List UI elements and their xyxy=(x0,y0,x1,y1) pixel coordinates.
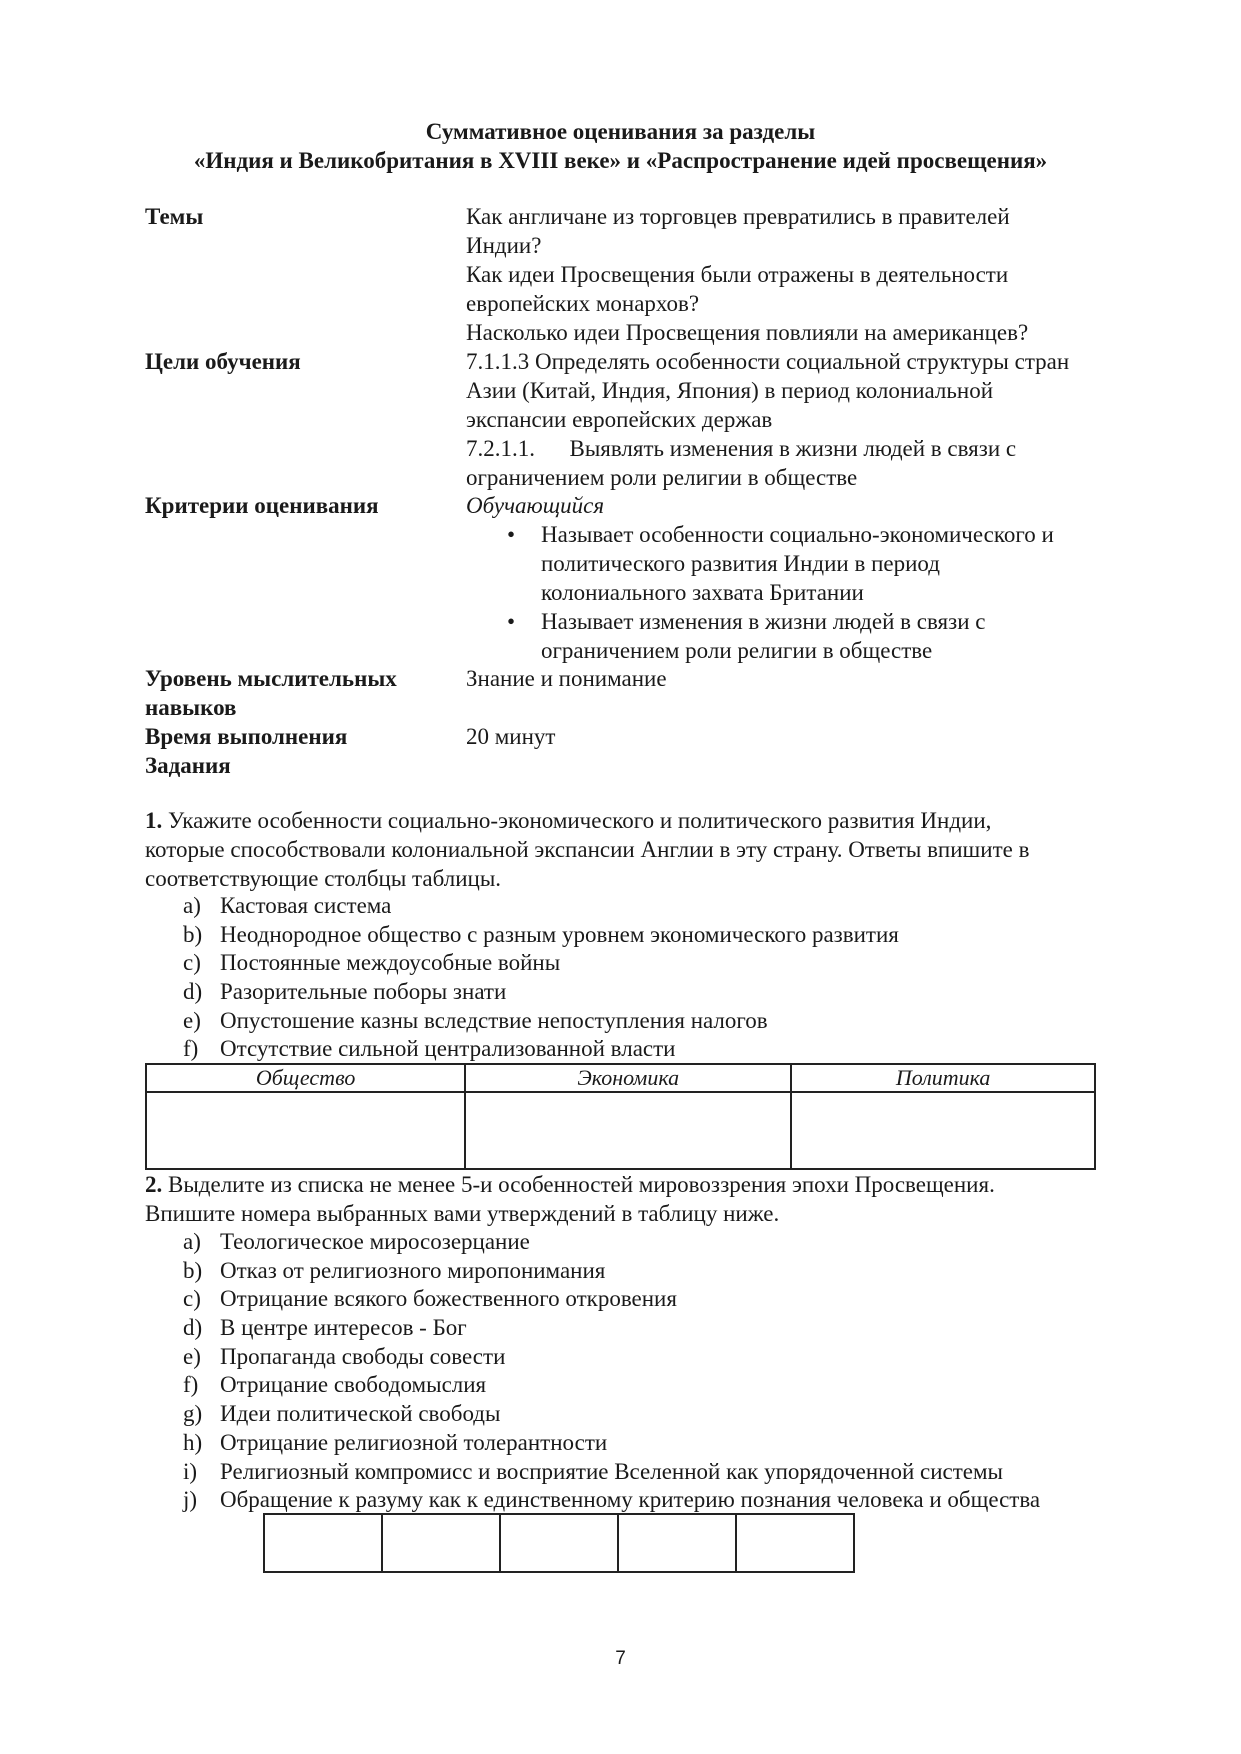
question-1-text: которые способствовали колониальной экспансии Англии в эту страну. Ответы впишите в xyxy=(145,837,1030,862)
answer-cell[interactable] xyxy=(146,1092,465,1169)
criteria-bullet-line: политического развития Индии в период xyxy=(541,551,940,576)
document-title-line2: «Индия и Великобритания в XVIII веке» и «Распространение идей просвещения» xyxy=(193,148,1048,173)
answer-cell[interactable] xyxy=(791,1092,1095,1169)
option-letter: b) xyxy=(183,1257,203,1283)
criteria-bullet-line: колониального захвата Британии xyxy=(541,580,864,605)
answer-table-1 xyxy=(145,1063,1096,1170)
option-letter: g) xyxy=(183,1401,203,1427)
question-2-options xyxy=(145,1228,1145,1515)
criteria-subject: Обучающийся xyxy=(466,493,605,518)
question-2-text: Впишите номера выбранных вами утверждений в таблицу ниже. xyxy=(145,1201,780,1226)
topics-line: Как идеи Просвещения были отражены в деятельности xyxy=(466,262,1009,287)
criteria-bullet-line: Называет особенности социально-экономического и xyxy=(541,522,1054,547)
question-2-text: Выделите из списка не менее 5-и особенностей мировоззрения эпохи Просвещения. xyxy=(162,1172,995,1197)
answer-cell[interactable] xyxy=(736,1514,854,1572)
option-letter: a) xyxy=(183,1229,201,1254)
column-header-politics: Политика xyxy=(791,1064,1095,1092)
option-text: Обращение к разуму как к единственному критерию познания человека и общества xyxy=(220,1487,1041,1513)
goals-label: Цели обучения xyxy=(145,349,301,374)
criteria-value xyxy=(466,491,1126,665)
goals-line: экспансии европейских держав xyxy=(466,407,773,432)
table-row xyxy=(146,1092,1095,1169)
option-letter: f) xyxy=(183,1372,199,1398)
goals-line: ограничением роли религии в обществе xyxy=(466,465,858,490)
page-number: 7 xyxy=(615,1648,626,1669)
goals-line: Азии (Китай, Индия, Япония) в период колониальной xyxy=(466,378,994,403)
list-item xyxy=(145,1458,1145,1487)
level-value: Знание и понимание xyxy=(466,666,667,691)
criteria-bullet-list xyxy=(466,520,1126,665)
option-text: Отказ от религиозного миропонимания xyxy=(220,1257,606,1283)
answer-cell[interactable] xyxy=(500,1514,618,1572)
option-text: Пропаганда свободы совести xyxy=(220,1343,506,1369)
option-letter: c) xyxy=(183,950,201,976)
option-letter: e) xyxy=(183,1007,201,1033)
goals-line: 7.2.1.1. Выявлять изменения в жизни людей в связи с xyxy=(466,436,1017,461)
question-1-options xyxy=(145,892,1145,1064)
bullet-icon: • xyxy=(507,522,516,547)
option-letter: e) xyxy=(183,1343,201,1369)
option-text: Неоднородное общество с разным уровнем экономического развития xyxy=(220,921,899,947)
topics-label: Темы xyxy=(145,204,204,229)
topics-line: европейских монархов? xyxy=(466,291,700,316)
list-item xyxy=(145,921,1145,950)
bullet-icon: • xyxy=(507,609,516,634)
answer-cell[interactable] xyxy=(618,1514,736,1572)
option-letter: f) xyxy=(183,1036,199,1062)
question-2 xyxy=(145,1170,1125,1228)
list-item xyxy=(145,1343,1145,1372)
level-label-line: навыков xyxy=(145,695,237,720)
document-title-line1: Суммативное оценивания за разделы xyxy=(425,119,816,144)
time-label xyxy=(145,722,455,780)
option-text: Кастовая система xyxy=(220,893,392,918)
option-letter: h) xyxy=(183,1429,203,1455)
answer-cell[interactable] xyxy=(465,1092,791,1169)
option-text: В центре интересов - Бог xyxy=(220,1315,467,1341)
criteria-bullet xyxy=(466,520,1126,607)
option-text: Отрицание религиозной толерантности xyxy=(220,1429,608,1455)
list-item xyxy=(145,892,1145,921)
level-label xyxy=(145,664,455,722)
time-label-line: Время выполнения xyxy=(145,724,348,749)
level-label-line: Уровень мыслительных xyxy=(145,666,397,691)
option-text: Отсутствие сильной централизованной власти xyxy=(220,1036,676,1062)
list-item xyxy=(145,1257,1145,1286)
table-header-row xyxy=(146,1064,1095,1092)
option-text: Теологическое миросозерцание xyxy=(220,1229,530,1254)
list-item xyxy=(145,1400,1145,1429)
list-item xyxy=(145,1035,1145,1064)
option-text: Отрицание всякого божественного откровения xyxy=(220,1286,677,1312)
list-item xyxy=(145,1314,1145,1343)
goals-value xyxy=(466,347,1126,492)
list-item xyxy=(145,978,1145,1007)
time-value: 20 минут xyxy=(466,724,556,749)
option-text: Отрицание свободомыслия xyxy=(220,1372,487,1398)
option-letter: d) xyxy=(183,979,203,1005)
option-text: Разорительные поборы знати xyxy=(220,979,507,1005)
table-row xyxy=(264,1514,854,1572)
option-text: Идеи политической свободы xyxy=(220,1401,501,1427)
list-item xyxy=(145,1285,1145,1314)
answer-cell[interactable] xyxy=(264,1514,382,1572)
question-1-number: 1. xyxy=(145,808,163,833)
option-letter: c) xyxy=(183,1286,201,1312)
question-1-text: соответствующие столбцы таблицы. xyxy=(145,866,502,891)
list-item xyxy=(145,949,1145,978)
option-letter: a) xyxy=(183,893,201,918)
list-item xyxy=(145,1486,1145,1515)
list-item xyxy=(145,1429,1145,1458)
option-text: Опустошение казны вследствие непоступления налогов xyxy=(220,1007,768,1033)
criteria-bullet-line: ограничением роли религии в обществе xyxy=(541,638,933,663)
topics-value xyxy=(466,202,1126,347)
goals-line: 7.1.1.3 Определять особенности социальной структуры стран xyxy=(466,349,1070,374)
answer-cell[interactable] xyxy=(382,1514,500,1572)
option-letter: d) xyxy=(183,1315,203,1341)
time-label-line: Задания xyxy=(145,753,231,778)
column-header-society: Общество xyxy=(146,1064,465,1092)
topics-line: Индии? xyxy=(466,233,542,258)
option-letter: j) xyxy=(183,1487,198,1513)
option-letter: i) xyxy=(183,1458,198,1484)
criteria-bullet-line: Называет изменения в жизни людей в связи с xyxy=(541,609,986,634)
question-1 xyxy=(145,806,1125,893)
question-2-number: 2. xyxy=(145,1172,163,1197)
answer-table-2 xyxy=(263,1513,855,1573)
list-item xyxy=(145,1228,1145,1257)
list-item xyxy=(145,1371,1145,1400)
criteria-label: Критерии оценивания xyxy=(145,493,379,518)
option-text: Религиозный компромисс и восприятие Вселенной как упорядоченной системы xyxy=(220,1458,1004,1484)
topics-line: Насколько идеи Просвещения повлияли на американцев? xyxy=(466,320,1029,345)
list-item xyxy=(145,1007,1145,1036)
question-1-text: Укажите особенности социально-экономического и политического развития Индии, xyxy=(162,808,992,833)
criteria-bullet xyxy=(466,607,1126,665)
topics-line: Как англичане из торговцев превратились в правителей xyxy=(466,204,1010,229)
option-letter: b) xyxy=(183,921,203,947)
option-text: Постоянные междоусобные войны xyxy=(220,950,561,976)
column-header-economy: Экономика xyxy=(465,1064,791,1092)
